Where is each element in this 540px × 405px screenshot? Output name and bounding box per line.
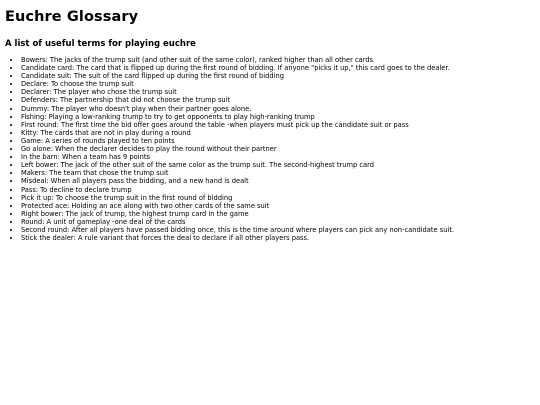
- glossary-item: • Second round: After all players have passed bidding once, this is the time around where players can pick any non-candidate suit.: [21, 226, 540, 234]
- glossary-item: • Declare: To choose the trump suit: [21, 80, 540, 88]
- glossary-item: • Protected ace: Holding an ace along with two other cards of the same suit: [21, 202, 540, 210]
- glossary-item: • Pick it up: To choose the trump suit in the first round of bidding: [21, 194, 540, 202]
- glossary-item: • Bowers: The jacks of the trump suit (and other suit of the same color), ranked higher than all other cards: [21, 56, 540, 64]
- glossary-item: • Declarer: The player who chose the trump suit: [21, 88, 540, 96]
- glossary-item: • Candidate suit: The suit of the card flipped up during the first round of bidding: [21, 72, 540, 80]
- glossary-item: • Right bower: The jack of trump, the highest trump card in the game: [21, 210, 540, 218]
- glossary-item: • Left bower: The jack of the other suit of the same color as the trump suit. The second-highest trump card: [21, 161, 540, 169]
- glossary-list: [5, 56, 540, 242]
- glossary-item: • Dummy: The player who doesn't play when their partner goes alone.: [21, 105, 540, 113]
- glossary-item: • Stick the dealer: A rule variant that forces the deal to declare if all other players pass.: [21, 234, 540, 242]
- glossary-item: • Game: A series of rounds played to ten points: [21, 137, 540, 145]
- glossary-item: • In the barn: When a team has 9 points: [21, 153, 540, 161]
- glossary-item: • First round: The first time the bid offer goes around the table -when players must pick up the candidate suit or pass: [21, 121, 540, 129]
- glossary-item: • Round: A unit of gameplay -one deal of the cards: [21, 218, 540, 226]
- page-title: Euchre Glossary: [5, 9, 139, 25]
- glossary-item: • Go alone: When the declarer decides to play the round without their partner: [21, 145, 540, 153]
- glossary-item: • Defenders: The partnership that did not choose the trump suit: [21, 96, 540, 104]
- glossary-item: • Pass: To decline to declare trump: [21, 186, 540, 194]
- page-subtitle: A list of useful terms for playing euchre: [5, 39, 196, 49]
- glossary-item: • Candidate card: The card that is flipped up during the first round of bidding. If anyone "picks it up," this card goes to the dealer.: [21, 64, 540, 72]
- glossary-item: • Makers: The team that chose the trump suit: [21, 169, 540, 177]
- glossary-item: • Fishing: Playing a low-ranking trump to try to get opponents to play high-ranking trump: [21, 113, 540, 121]
- glossary-item: • Kitty: The cards that are not in play during a round: [21, 129, 540, 137]
- glossary-item: • Misdeal: When all players pass the bidding, and a new hand is dealt: [21, 177, 540, 185]
